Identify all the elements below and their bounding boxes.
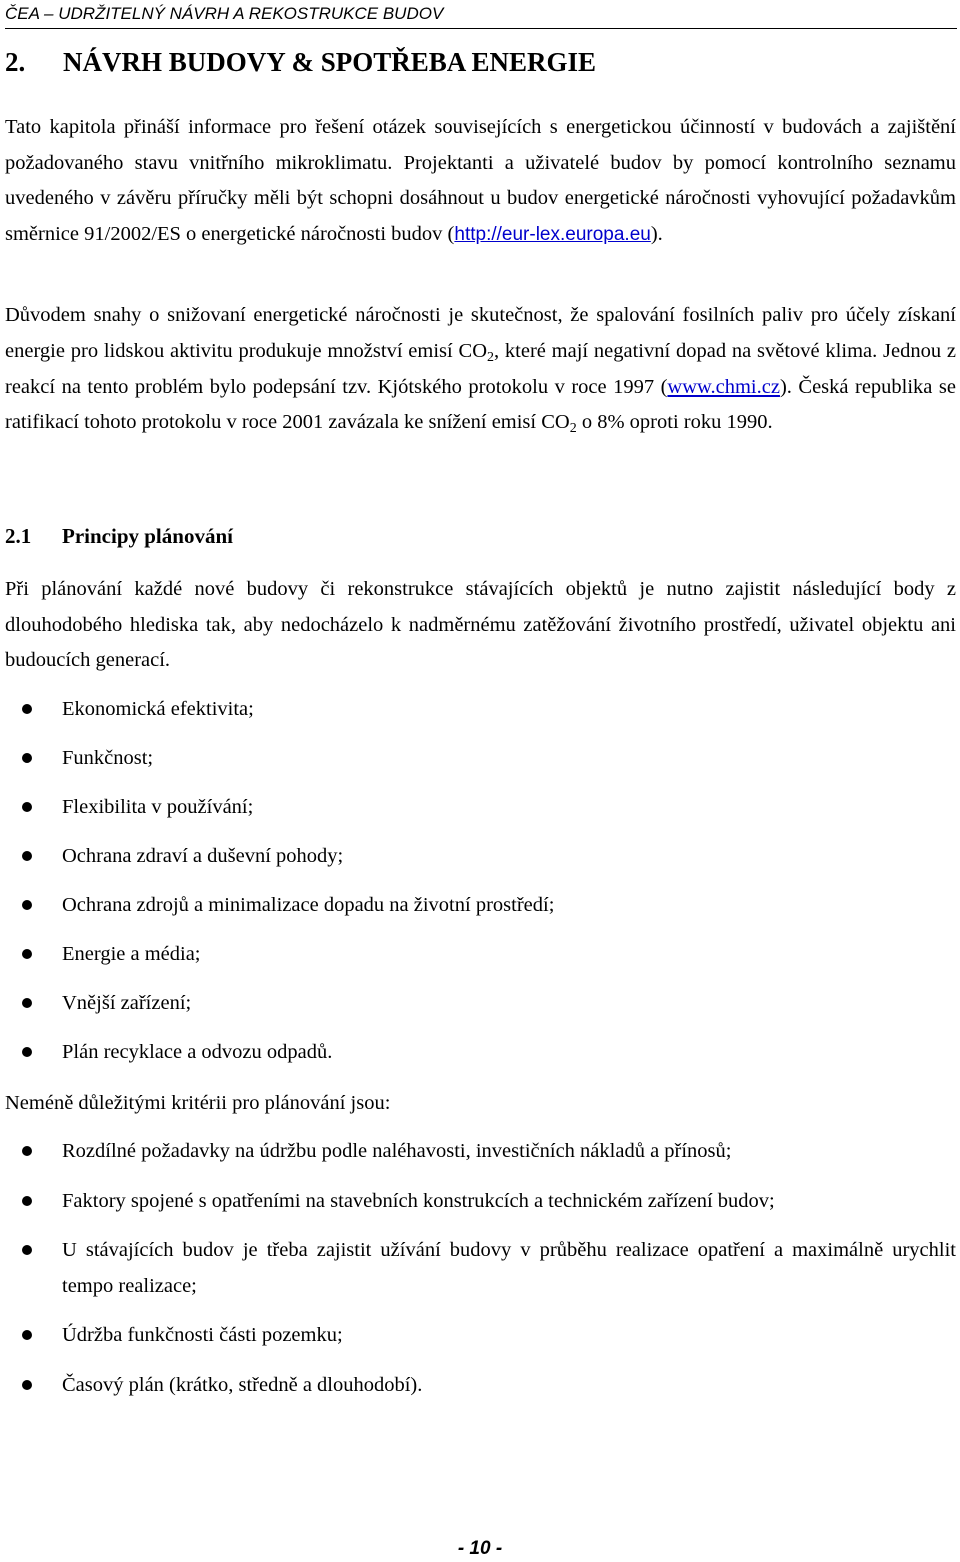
bullet-icon [22,1146,32,1156]
list-item [0,790,960,826]
bullet-icon [22,900,32,910]
eur-lex-link[interactable]: http://eur-lex.europa.eu [454,223,651,245]
list-item-text: Vnější zařízení; [62,992,192,1014]
section-intro-paragraph: Při plánování každé nové budovy či rekonstrukce stávajících objektů je nutno zajistit následující body z dlouhodobého hlediska tak, aby nedocházelo k nadměrnému zatěžování životního prostředí, uživatel objektu ani budoucích generací. [5,578,956,671]
bullet-icon [22,851,32,861]
co2-paragraph [5,298,956,441]
bullet-icon [22,1245,32,1255]
header-rule [5,28,957,29]
bullet-icon [22,704,32,714]
co2-subscript-2: 2 [569,421,577,437]
list-item-text: Plán recyklace a odvozu odpadů. [62,1041,333,1063]
secondary-criteria-intro: Neméně důležitými kritérii pro plánování jsou: [5,1092,391,1114]
section-title [5,520,233,552]
list-item [0,1134,960,1170]
principles-list [0,692,960,1084]
bullet-icon [22,998,32,1008]
co2-text-1: Důvodem snahy o snižovaní energetické náročnosti je skutečnost, že spalování fosilních paliv pro účely získaní energie pro lidskou aktivitu produkuje množství emisí CO [5,304,956,362]
list-item-text: Funkčnost; [62,747,154,769]
bullet-icon [22,802,32,812]
list-item [0,986,960,1022]
section-title-text: Principy plánování [62,524,233,548]
co2-text-4: o 8% oproti roku 1990. [576,411,773,434]
list-item-text: Údržba funkčnosti části pozemku; [62,1324,343,1346]
list-item-text: Faktory spojené s opatřeními na stavebních konstrukcích a technickém zařízení budov; [62,1189,775,1212]
list-item-text: Flexibilita v používání; [62,796,254,818]
bullet-icon [22,1380,32,1390]
list-item [0,1233,960,1304]
list-item-text: Časový plán (krátko, středně a dlouhodobí). [62,1373,423,1396]
co2-text-3: ). Česká republika se ratifikací tohoto protokolu v roce 2001 zavázala ke snížení emisí CO [5,375,956,434]
bullet-icon [22,1330,32,1340]
chmi-link[interactable]: www.chmi.cz [667,375,780,398]
chapter-title-text: NÁVRH BUDOVY & SPOTŘEBA ENERGIE [63,47,597,77]
list-item-text: U stávajících budov je třeba zajistit užívání budovy v průběhu realizace opatření a maximálně urychlit tempo realizace; [62,1239,956,1297]
list-item [0,888,960,924]
bullet-icon [22,949,32,959]
co2-subscript-1: 2 [487,349,494,365]
list-item-text: Ochrana zdraví a duševní pohody; [62,845,344,867]
list-item-text: Energie a média; [62,943,201,965]
list-item [0,1035,960,1071]
list-item [0,839,960,875]
list-item [0,1184,960,1220]
list-item [0,937,960,973]
section-number: 2.1 [5,524,32,548]
bullet-icon [22,753,32,763]
list-item [0,692,960,728]
secondary-criteria-list [0,1134,960,1417]
chapter-title [5,45,596,79]
bullet-icon [22,1196,32,1206]
intro-text: Tato kapitola přináší informace pro řešení otázek souvisejících s energetickou účinností v budovách a zajištění požadovaného stavu vnitřního mikroklimatu. Projektanti a uživatelé budov by pomocí kontrolního seznamu uvedeného v závěru příručky měli být schopni dosáhnout u budov energetické náročnosti vyhovující požadavkům směrnice 91/2002/ES o energetické náročnosti budov ( [5,116,956,245]
running-header: ČEA – UDRŽITELNÝ NÁVRH A REKOSTRUKCE BUDOV [5,4,444,23]
co2-text-2: , které mají negativní dopad na světové klima. Jednou z reakcí na tento problém bylo podepsání tzv. Kjótského protokolu v roce 1997 ( [5,339,956,398]
intro-paragraph [5,110,956,252]
list-item-text: Ekonomická efektivita; [62,698,254,720]
intro-text-end: ). [650,222,663,245]
list-item-text: Rozdílné požadavky na údržbu podle naléhavosti, investičních nákladů a přínosů; [62,1140,732,1162]
bullet-icon [22,1047,32,1057]
list-item [0,1318,960,1354]
list-item [0,741,960,777]
page-number: - 10 - [457,1538,503,1559]
chapter-number: 2. [5,47,26,77]
list-item-text: Ochrana zdrojů a minimalizace dopadu na životní prostředí; [62,894,555,916]
list-item [0,1368,960,1404]
